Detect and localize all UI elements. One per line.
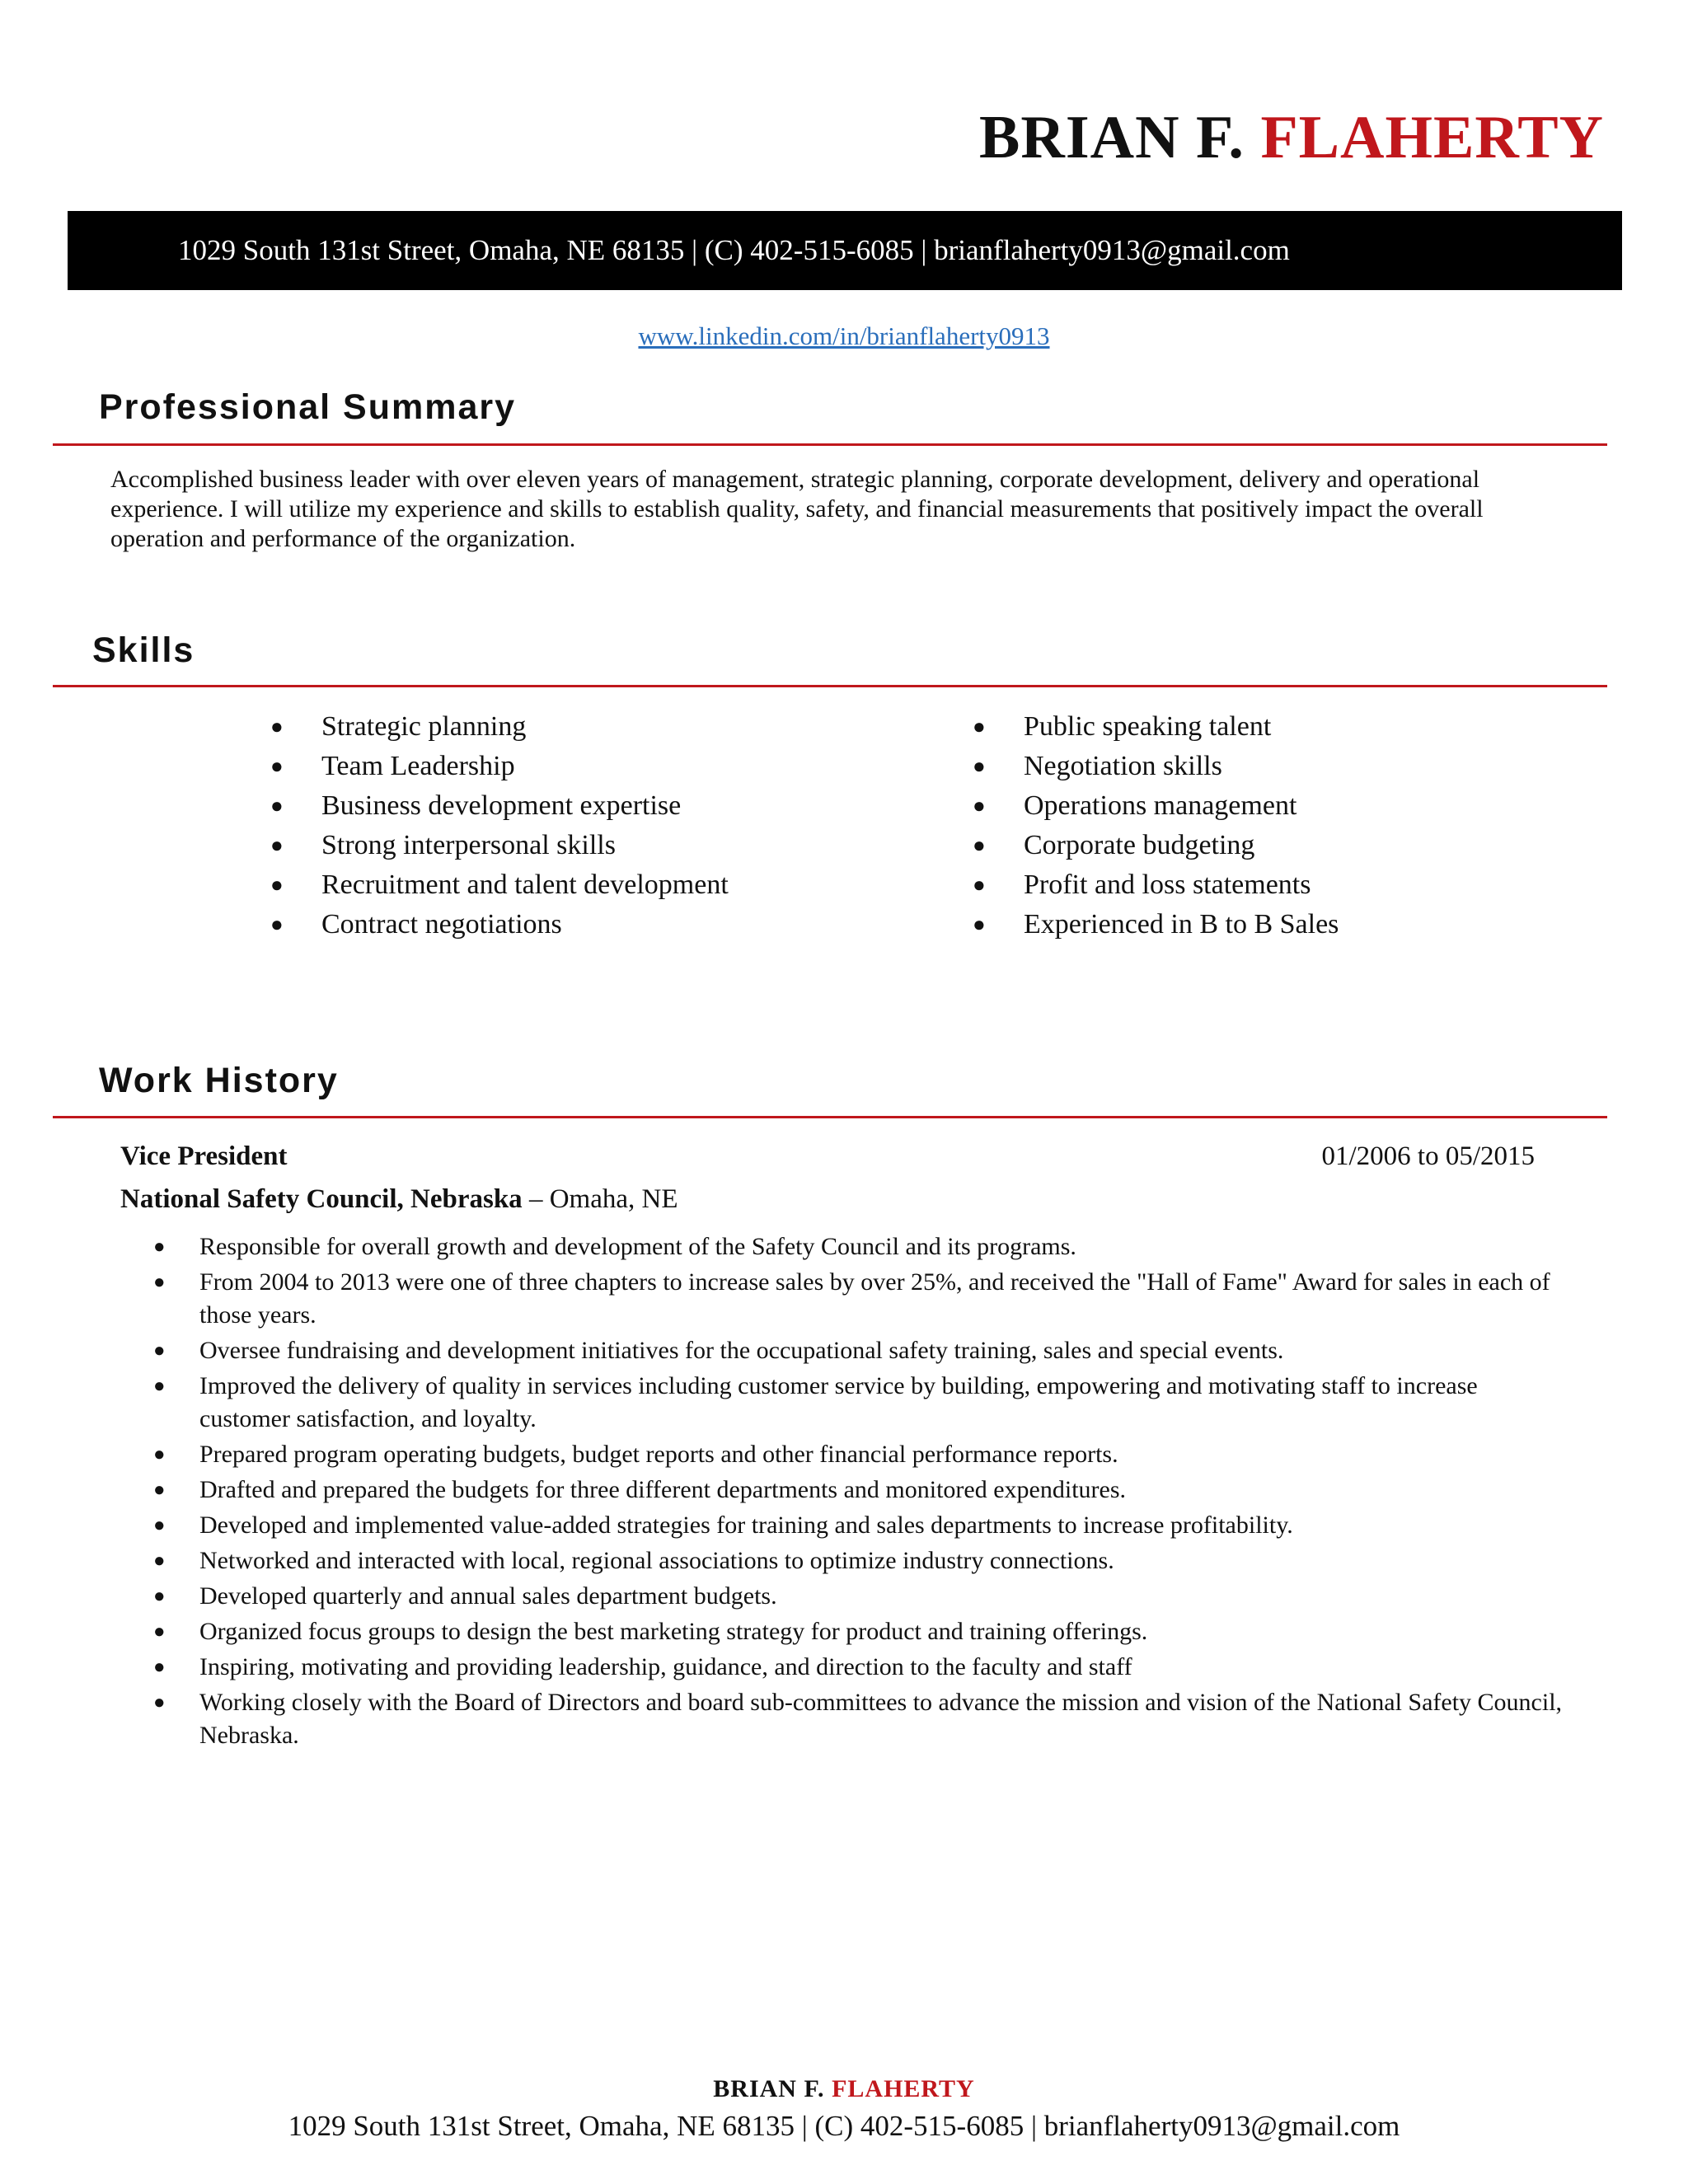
duty-item-text: Organized focus groups to design the best marketing strategy for product and training offerings.	[199, 1618, 1148, 1645]
bullet-icon: ●	[153, 1236, 166, 1258]
duty-item	[153, 1230, 1571, 1263]
duty-item-text: Developed quarterly and annual sales department budgets.	[199, 1582, 777, 1610]
skill-item-text: Strategic planning	[321, 711, 527, 742]
duty-item-text: Improved the delivery of quality in services including customer service by building, empowering and motivating staff to increase customer satisfaction, and loyalty.	[199, 1372, 1478, 1432]
bullet-icon: ●	[153, 1479, 166, 1501]
skills-heading: Skills	[92, 630, 195, 670]
bullet-icon: ●	[153, 1444, 166, 1465]
skill-item-text: Recruitment and talent development	[321, 869, 729, 900]
bullet-icon: ●	[153, 1586, 166, 1607]
skill-item	[973, 905, 1339, 944]
skill-item-text: Strong interpersonal skills	[321, 830, 616, 860]
footer-first-name: BRIAN F.	[713, 2075, 832, 2102]
summary-divider	[53, 443, 1607, 446]
duty-item-text: Inspiring, motivating and providing leadership, guidance, and direction to the faculty and staff	[199, 1653, 1132, 1680]
duty-item	[153, 1651, 1571, 1684]
skill-item	[270, 905, 729, 944]
bullet-icon: ●	[153, 1621, 166, 1643]
skills-divider	[53, 685, 1607, 687]
skill-item-text: Negotiation skills	[1024, 751, 1222, 781]
duty-item	[153, 1509, 1571, 1542]
skill-item-text: Contract negotiations	[321, 909, 562, 940]
bullet-icon: ●	[153, 1550, 166, 1572]
bullet-icon: ●	[153, 1657, 166, 1678]
duty-item	[153, 1266, 1571, 1332]
bullet-icon: ●	[153, 1692, 166, 1713]
bullet-icon: ●	[973, 794, 986, 818]
skill-item	[973, 786, 1339, 826]
skill-item	[270, 786, 729, 826]
candidate-last-name: FLAHERTY	[1260, 104, 1604, 171]
duty-item	[153, 1334, 1571, 1367]
skill-item-text: Team Leadership	[321, 751, 515, 781]
skill-item	[270, 865, 729, 905]
skill-item-text: Business development expertise	[321, 790, 682, 821]
duty-item	[153, 1615, 1571, 1648]
skill-item	[270, 707, 729, 747]
work-history-divider	[53, 1116, 1607, 1118]
bullet-icon: ●	[270, 754, 284, 778]
duties-list	[153, 1230, 1571, 1755]
footer-name	[0, 2075, 1688, 2103]
duty-item-text: Prepared program operating budgets, budget reports and other financial performance reports.	[199, 1441, 1118, 1468]
bullet-icon: ●	[973, 833, 986, 857]
linkedin-link[interactable]: www.linkedin.com/in/brianflaherty0913	[638, 321, 1050, 350]
duty-item	[153, 1370, 1571, 1436]
skill-item	[973, 707, 1339, 747]
bullet-icon: ●	[270, 715, 284, 738]
duty-item-text: Responsible for overall growth and development of the Safety Council and its programs.	[199, 1233, 1076, 1260]
bullet-icon: ●	[153, 1340, 166, 1361]
duty-item	[153, 1438, 1571, 1471]
bullet-icon: ●	[153, 1376, 166, 1397]
skill-item-text: Corporate budgeting	[1024, 830, 1255, 860]
bullet-icon: ●	[153, 1272, 166, 1293]
bullet-icon: ●	[270, 833, 284, 857]
candidate-name	[979, 104, 1604, 171]
bullet-icon: ●	[973, 912, 986, 936]
bullet-icon: ●	[973, 754, 986, 778]
bullet-icon: ●	[973, 715, 986, 738]
duty-item	[153, 1580, 1571, 1613]
duty-item-text: Drafted and prepared the budgets for three different departments and monitored expenditures.	[199, 1476, 1127, 1503]
skill-item	[270, 747, 729, 786]
employer-location: – Omaha, NE	[522, 1184, 678, 1214]
bullet-icon: ●	[973, 873, 986, 897]
duty-item	[153, 1544, 1571, 1577]
skill-item	[973, 747, 1339, 786]
summary-heading: Professional Summary	[99, 387, 517, 427]
duty-item-text: From 2004 to 2013 were one of three chapters to increase sales by over 25%, and received the "Hall of Fame" Award for sales in each of those years.	[199, 1268, 1550, 1329]
skill-item-text: Public speaking talent	[1024, 711, 1272, 742]
job-dates: 01/2006 to 05/2015	[1321, 1141, 1535, 1171]
employer-name: National Safety Council, Nebraska	[120, 1184, 523, 1214]
job-employer	[120, 1184, 678, 1215]
duty-item-text: Working closely with the Board of Directors and board sub-committees to advance the mission and vision of the National Safety Council, Nebraska.	[199, 1689, 1563, 1749]
duty-item-text: Oversee fundraising and development initiatives for the occupational safety training, sales and special events.	[199, 1337, 1284, 1364]
job-title: Vice President	[120, 1141, 288, 1171]
skill-item-text: Experienced in B to B Sales	[1024, 909, 1339, 940]
skill-item-text: Profit and loss statements	[1024, 869, 1311, 900]
duty-item	[153, 1474, 1571, 1507]
bullet-icon: ●	[270, 873, 284, 897]
skill-item	[270, 826, 729, 865]
footer-contact: 1029 South 131st Street, Omaha, NE 68135 | (C) 402-515-6085 | brianflaherty0913@gmail.com	[288, 2110, 1400, 2142]
skills-list-right	[973, 707, 1339, 944]
summary-text: Accomplished business leader with over eleven years of management, strategic planning, corporate development, delivery and operational experience. I will utilize my experience and skills to establish quality, safety, and financial measurements that positively impact the overall operation and performance of the organization.	[110, 466, 1484, 552]
duty-item-text: Developed and implemented value-added strategies for training and sales departments to increase profitability.	[199, 1511, 1293, 1539]
contact-bar: 1029 South 131st Street, Omaha, NE 68135 | (C) 402-515-6085 | brianflaherty0913@gmail.com	[68, 211, 1622, 290]
duty-item-text: Networked and interacted with local, regional associations to optimize industry connections.	[199, 1547, 1114, 1574]
duty-item	[153, 1686, 1571, 1752]
bullet-icon: ●	[153, 1515, 166, 1536]
bullet-icon: ●	[270, 794, 284, 818]
skills-list-left	[270, 707, 729, 944]
work-history-heading: Work History	[99, 1061, 339, 1100]
skill-item	[973, 865, 1339, 905]
skill-item	[973, 826, 1339, 865]
bullet-icon: ●	[270, 912, 284, 936]
skill-item-text: Operations management	[1024, 790, 1297, 821]
candidate-first-name: BRIAN F.	[979, 104, 1261, 171]
footer-last-name: FLAHERTY	[832, 2075, 975, 2102]
